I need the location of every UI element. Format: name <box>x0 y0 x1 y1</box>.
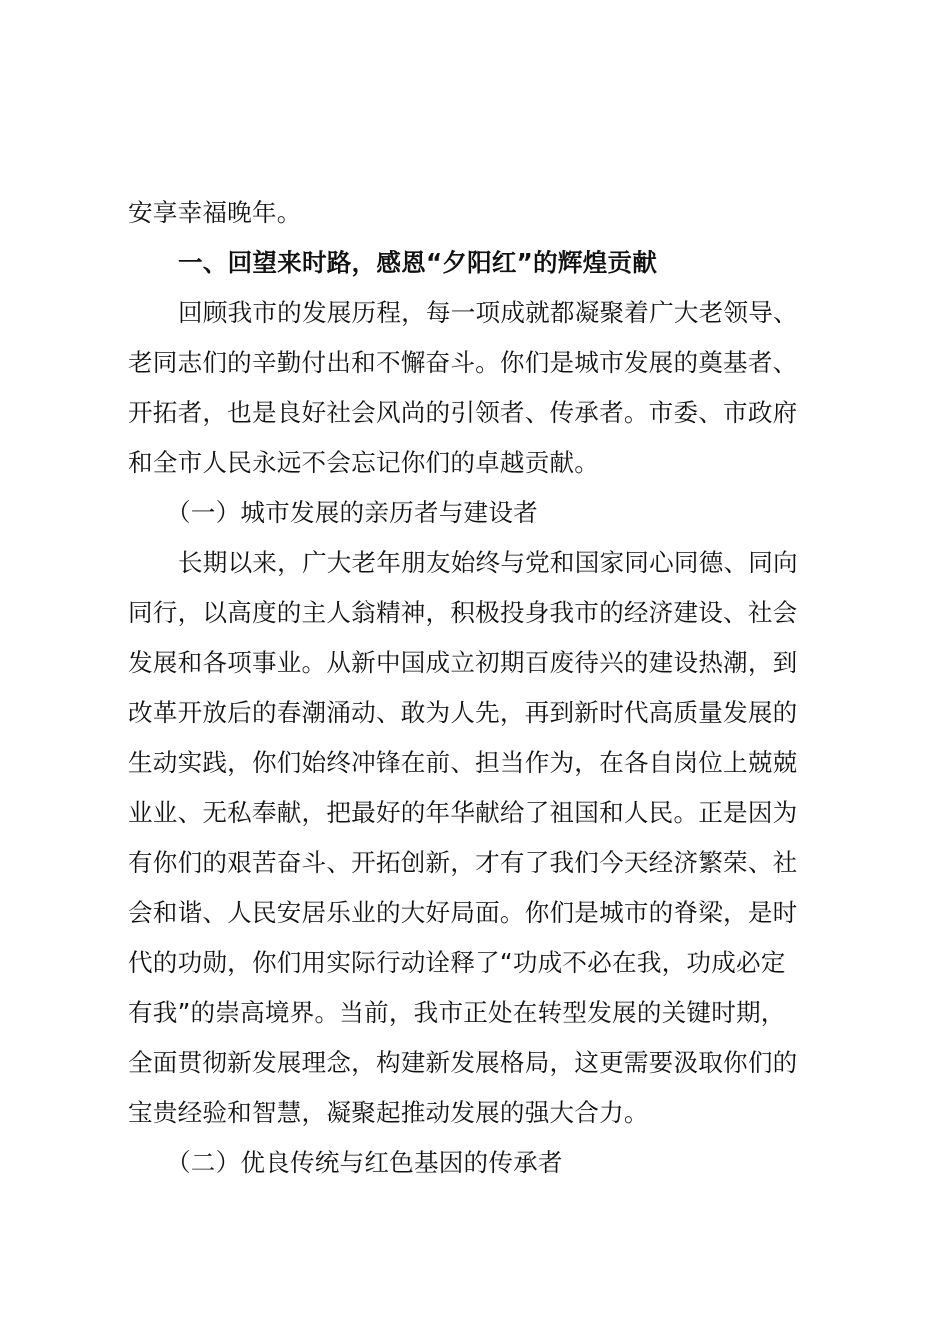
paragraph-line: 会和谐、人民安居乐业的大好局面。你们是城市的脊梁，是时 <box>128 898 798 927</box>
paragraph-line: 有我”的崇高境界。当前，我市正处在转型发展的关键时期， <box>128 998 786 1027</box>
paragraph-line: 老同志们的辛勤付出和不懈奋斗。你们是城市发展的奠基者、 <box>128 348 798 377</box>
paragraph-line: 长期以来，广大老年朋友始终与党和国家同心同德、同向 <box>178 548 798 577</box>
subsection-heading: （一）城市发展的亲历者与建设者 <box>166 498 538 527</box>
paragraph-line: 有你们的艰苦奋斗、开拓创新，才有了我们今天经济繁荣、社 <box>128 848 798 877</box>
document-body <box>128 188 828 1188</box>
paragraph-line: 宝贵经验和智慧，凝聚起推动发展的强大合力。 <box>128 1098 649 1127</box>
paragraph-line: 安享幸福晚年。 <box>128 198 302 227</box>
paragraph-line: 代的功勋，你们用实际行动诠释了“功成不必在我，功成必定 <box>128 948 786 977</box>
paragraph-line: 全面贯彻新发展理念，构建新发展格局，这更需要汲取你们的 <box>128 1048 798 1077</box>
paragraph-line: 发展和各项事业。从新中国成立初期百废待兴的建设热潮，到 <box>128 648 798 677</box>
paragraph-line: 改革开放后的春潮涌动、敢为人先，再到新时代高质量发展的 <box>128 698 798 727</box>
paragraph-line: 生动实践，你们始终冲锋在前、担当作为，在各自岗位上兢兢 <box>128 748 798 777</box>
paragraph-line: 同行，以高度的主人翁精神，积极投身我市的经济建设、社会 <box>128 598 798 627</box>
paragraph-line: 回顾我市的发展历程，每一项成就都凝聚着广大老领导、 <box>178 298 798 327</box>
subsection-heading: （二）优良传统与红色基因的传承者 <box>166 1148 563 1177</box>
paragraph-line: 开拓者，也是良好社会风尚的引领者、传承者。市委、市政府 <box>128 398 798 427</box>
section-heading: 一、回望来时路，感恩“夕阳红”的辉煌贡献 <box>178 248 658 277</box>
paragraph-line: 业业、无私奉献，把最好的年华献给了祖国和人民。正是因为 <box>128 798 798 827</box>
paragraph-line: 和全市人民永远不会忘记你们的卓越贡献。 <box>128 448 600 477</box>
